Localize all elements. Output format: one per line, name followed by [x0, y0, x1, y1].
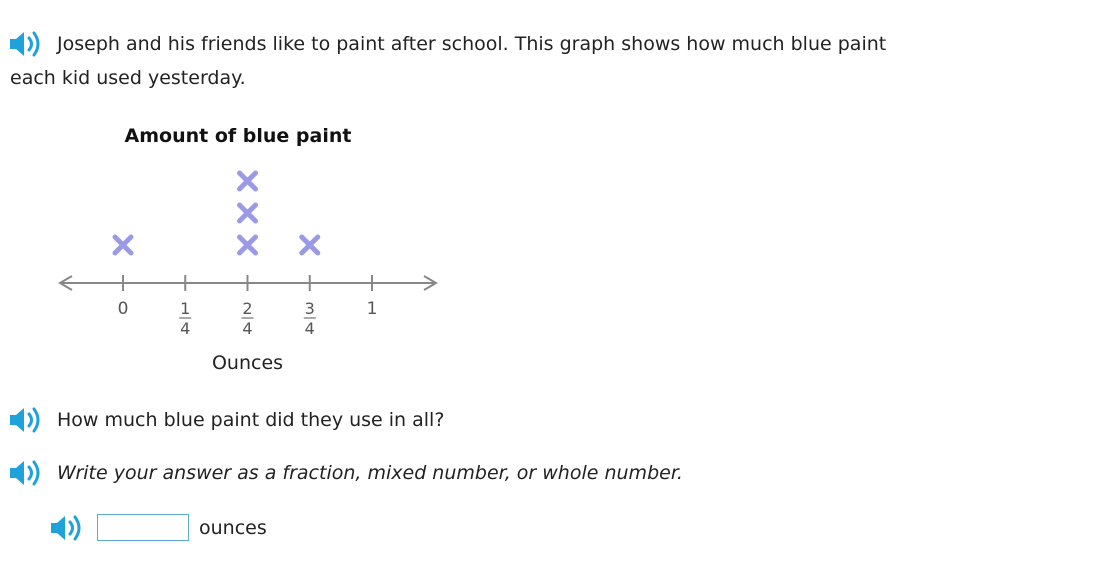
intro-line-2: each kid used yesterday. [10, 67, 246, 89]
x-tick-label: 1 [366, 299, 378, 319]
x-tick-label-denominator: 4 [304, 319, 315, 338]
x-tick-label-denominator: 4 [242, 319, 253, 338]
question-speaker-icon[interactable] [8, 405, 44, 435]
x-marker [240, 173, 256, 189]
chart-title: Amount of blue paint [124, 125, 352, 147]
speaker-icon [8, 405, 44, 435]
x-axis-label: Ounces [211, 352, 284, 374]
x-tick-label-numerator: 1 [180, 299, 191, 318]
intro-line-1: Joseph and his friends like to paint after school. This graph shows how much blue paint [57, 33, 887, 55]
question-text: How much blue paint did they use in all? [57, 409, 445, 431]
answer-speaker-icon[interactable] [49, 513, 85, 543]
answer-unit-label: ounces [199, 517, 267, 539]
x-tick-label: 0 [117, 299, 129, 319]
answer-input[interactable] [97, 514, 189, 541]
x-marker [240, 205, 256, 221]
x-marker [115, 237, 131, 253]
instruction-text: Write your answer as a fraction, mixed number, or whole number. [57, 462, 683, 484]
line-plot [0, 0, 460, 350]
x-marker [240, 237, 256, 253]
x-tick-label-denominator: 4 [180, 319, 191, 338]
x-marker [302, 237, 318, 253]
x-tick-label-numerator: 2 [242, 299, 253, 318]
speaker-icon [49, 513, 85, 543]
x-tick-label-numerator: 3 [304, 299, 315, 318]
speaker-icon [8, 458, 44, 488]
instruction-speaker-icon[interactable] [8, 458, 44, 488]
